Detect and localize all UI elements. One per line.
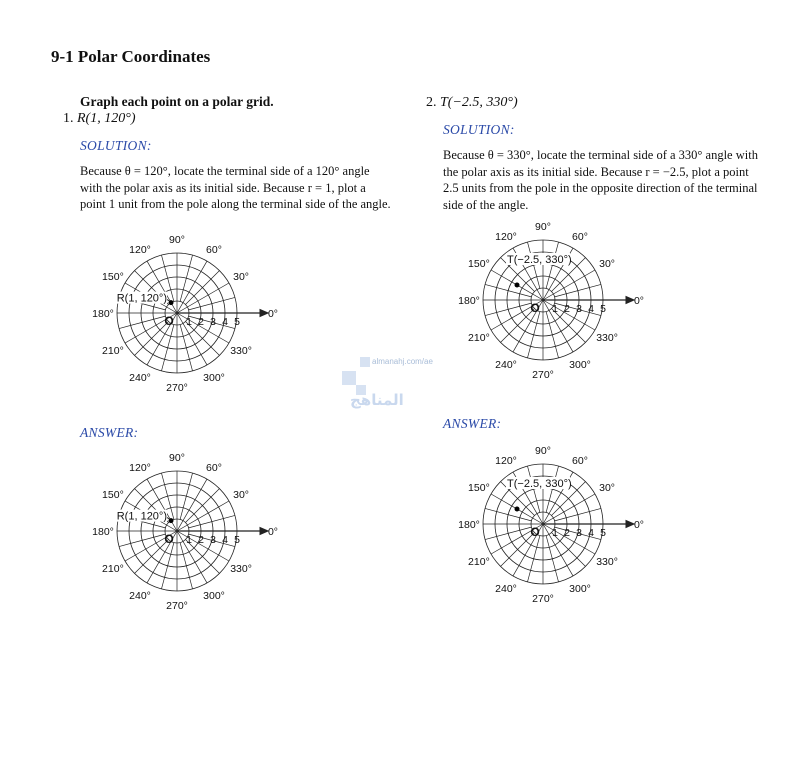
point-label: T(−2.5, 330°) <box>507 478 572 490</box>
grid-ray <box>555 508 601 520</box>
angle-label: 180° <box>92 526 114 538</box>
angle-label: 300° <box>203 372 225 385</box>
solution-2-text: Because θ = 330°, locate the terminal side of a 330° angle with the polar axis as its initial side. Because r = −2.5, plot a point 2.5 units from the pole in the opposite direction of the terminal side of the angle. <box>443 148 758 212</box>
answer-2-label: ANSWER: <box>443 416 502 431</box>
problem-1-point: R(1, 120°) <box>77 111 136 126</box>
angle-label: 180° <box>92 308 114 320</box>
angle-label: 300° <box>569 359 591 372</box>
angle-label: 0° <box>267 526 279 538</box>
page-title: 9-1 Polar Coordinates <box>51 47 211 66</box>
radius-label: 2 <box>564 303 570 315</box>
angle-label: 150° <box>468 258 490 270</box>
angle-label: 210° <box>102 345 124 357</box>
angle-label: 120° <box>129 243 151 256</box>
angle-label: 30° <box>233 489 250 501</box>
angle-label: 300° <box>569 583 591 596</box>
radius-label: 2 <box>198 534 204 546</box>
angle-label: 180° <box>458 295 480 307</box>
angle-label: 210° <box>468 556 490 568</box>
solution-2-label: SOLUTION: <box>443 122 515 137</box>
angle-label: 180° <box>458 519 480 531</box>
angle-label: 60° <box>572 230 588 243</box>
angle-label: 120° <box>495 230 517 243</box>
grid-ray <box>546 536 558 582</box>
plotted-point <box>515 507 520 512</box>
point-label: R(1, 120°) <box>116 292 167 305</box>
point-label: T(−2.5, 330°) <box>507 254 572 266</box>
radius-label: 2 <box>198 316 204 328</box>
radius-label: 1 <box>186 534 192 546</box>
angle-label: 90° <box>169 452 185 464</box>
radius-label: 5 <box>600 303 606 315</box>
angle-label: 30° <box>599 482 616 494</box>
angle-label: 150° <box>468 482 490 494</box>
angle-label: 90° <box>535 445 551 457</box>
watermark-url: almanahj.com/ae <box>372 357 433 366</box>
angle-label: 0° <box>267 308 279 320</box>
radius-label: 4 <box>222 534 228 546</box>
angle-label: 60° <box>572 454 588 467</box>
problem-2-number: 2. <box>426 95 437 110</box>
angle-label: 0° <box>633 519 645 531</box>
angle-label: 150° <box>102 271 124 283</box>
point-label: R(1, 120°) <box>116 510 167 523</box>
angle-label: 90° <box>169 234 185 246</box>
angle-label: 120° <box>129 461 151 474</box>
watermark-arabic: المناهج <box>350 391 404 409</box>
problem-1-number: 1. <box>63 111 74 126</box>
radius-label: 5 <box>234 316 240 328</box>
angle-label: 240° <box>495 359 517 372</box>
answer-1-label: ANSWER: <box>80 425 139 440</box>
solution-1-text: Because θ = 120°, locate the terminal side of a 120° angle with the polar axis as its initial side. Because r = 1, plot a point 1 unit from the pole along the terminal side of the angle. <box>80 164 391 211</box>
radius-label: 3 <box>210 316 216 328</box>
radius-label: 5 <box>234 534 240 546</box>
radius-label: 1 <box>186 316 192 328</box>
angle-label: 330° <box>596 556 618 568</box>
angle-label: 270° <box>532 369 554 381</box>
radius-label: 4 <box>588 303 594 315</box>
pole-label: O <box>530 301 540 315</box>
polar-axis-arrowhead <box>626 521 634 528</box>
grid-ray <box>485 508 531 520</box>
radius-label: 4 <box>222 316 228 328</box>
angle-label: 210° <box>468 332 490 344</box>
radius-label: 1 <box>552 527 558 539</box>
instructions: Graph each point on a polar grid. <box>80 94 274 109</box>
angle-label: 210° <box>102 563 124 575</box>
problem-2-point: T(−2.5, 330°) <box>440 95 518 110</box>
radius-label: 2 <box>564 527 570 539</box>
radius-label: 3 <box>210 534 216 546</box>
angle-label: 90° <box>535 221 551 233</box>
angle-label: 330° <box>596 332 618 344</box>
angle-label: 120° <box>495 454 517 467</box>
pole-label: O <box>530 525 540 539</box>
solution-1-label: SOLUTION: <box>80 138 152 153</box>
pole-label: O <box>164 532 174 546</box>
angle-label: 300° <box>203 590 225 603</box>
radius-label: 4 <box>588 527 594 539</box>
radius-label: 3 <box>576 527 582 539</box>
angle-label: 330° <box>230 345 252 357</box>
angle-label: 330° <box>230 563 252 575</box>
angle-label: 60° <box>206 243 222 256</box>
angle-label: 30° <box>599 258 616 270</box>
angle-label: 270° <box>166 382 188 394</box>
grid-ray <box>485 527 531 539</box>
radius-label: 3 <box>576 303 582 315</box>
angle-label: 0° <box>633 295 645 307</box>
watermark <box>342 357 462 417</box>
angle-label: 270° <box>166 600 188 612</box>
angle-label: 30° <box>233 271 250 283</box>
grid-ray <box>527 536 539 582</box>
angle-label: 240° <box>129 590 151 603</box>
angle-label: 150° <box>102 489 124 501</box>
angle-label: 240° <box>129 372 151 385</box>
angle-label: 60° <box>206 461 222 474</box>
radius-label: 5 <box>600 527 606 539</box>
angle-label: 240° <box>495 583 517 596</box>
angle-label: 270° <box>532 593 554 605</box>
radius-label: 1 <box>552 303 558 315</box>
pole-label: O <box>164 314 174 328</box>
